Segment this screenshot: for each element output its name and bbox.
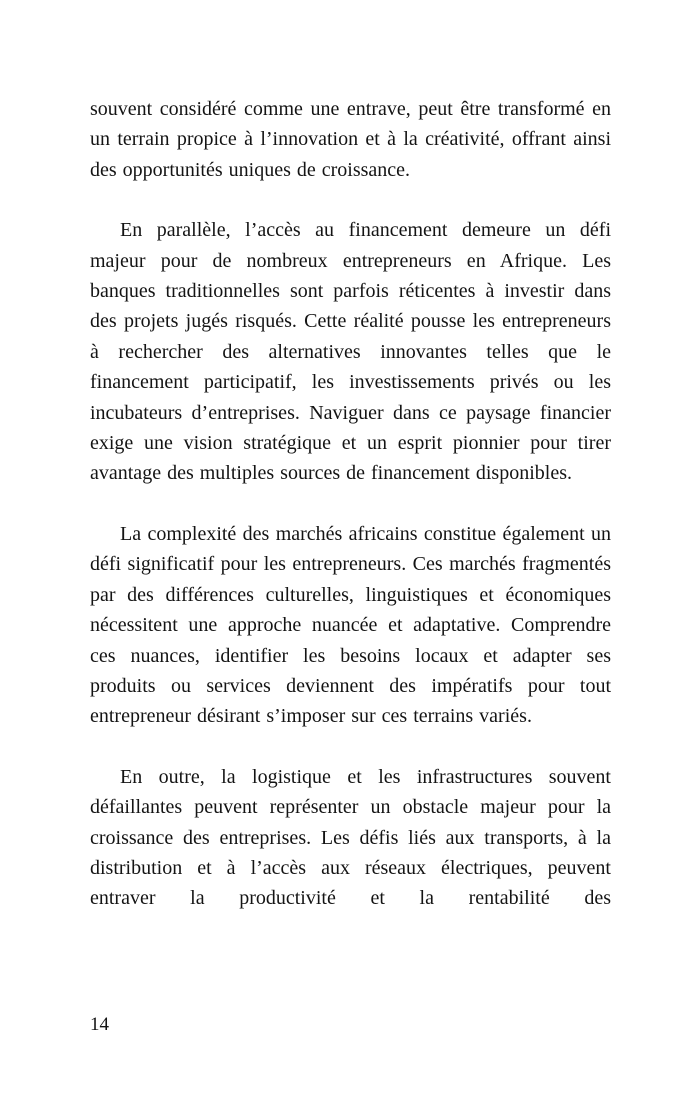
page-body-text [90,94,611,914]
paragraph: En parallèle, l’accès au financement demeure un défi majeur pour de nombreux entrepreneurs en Afrique. Les banques traditionnelles sont parfois réticentes à investir dans des projets jugés risqués. Cette réalité pousse les entrepreneurs à rechercher des alternatives innovantes telles que le financement participatif, les investissements privés ou les incubateurs d’entreprises. Naviguer dans ce paysage financier exige une vision stratégique et un esprit pionnier pour tirer avantage des multiples sources de financement disponibles. [90,219,611,485]
paragraph-continuation: souvent considéré comme une entrave, peut être transformé en un terrain propice à l’innovation et à la créativité, offrant ainsi des opportunités uniques de croissance. [90,98,611,181]
page-number: 14 [90,1014,109,1035]
paragraph-cut-off: En outre, la logistique et les infrastructures souvent défaillantes peuvent représenter un obstacle majeur pour la croissance des entreprises. Les défis liés aux transports, à la distribution et à l’accès aux réseaux électriques, peuvent entraver la productivité et la rentabilité des [90,765,611,910]
paragraph: La complexité des marchés africains constitue également un défi significatif pour les entrepreneurs. Ces marchés fragmentés par des différences culturelles, linguistiques et économiques nécessitent une approche nuancée et adaptative. Comprendre ces nuances, identifier les besoins locaux et adapter ses produits ou services deviennent des impératifs pour tout entrepreneur désirant s’imposer sur ces terrains variés. [90,522,611,728]
